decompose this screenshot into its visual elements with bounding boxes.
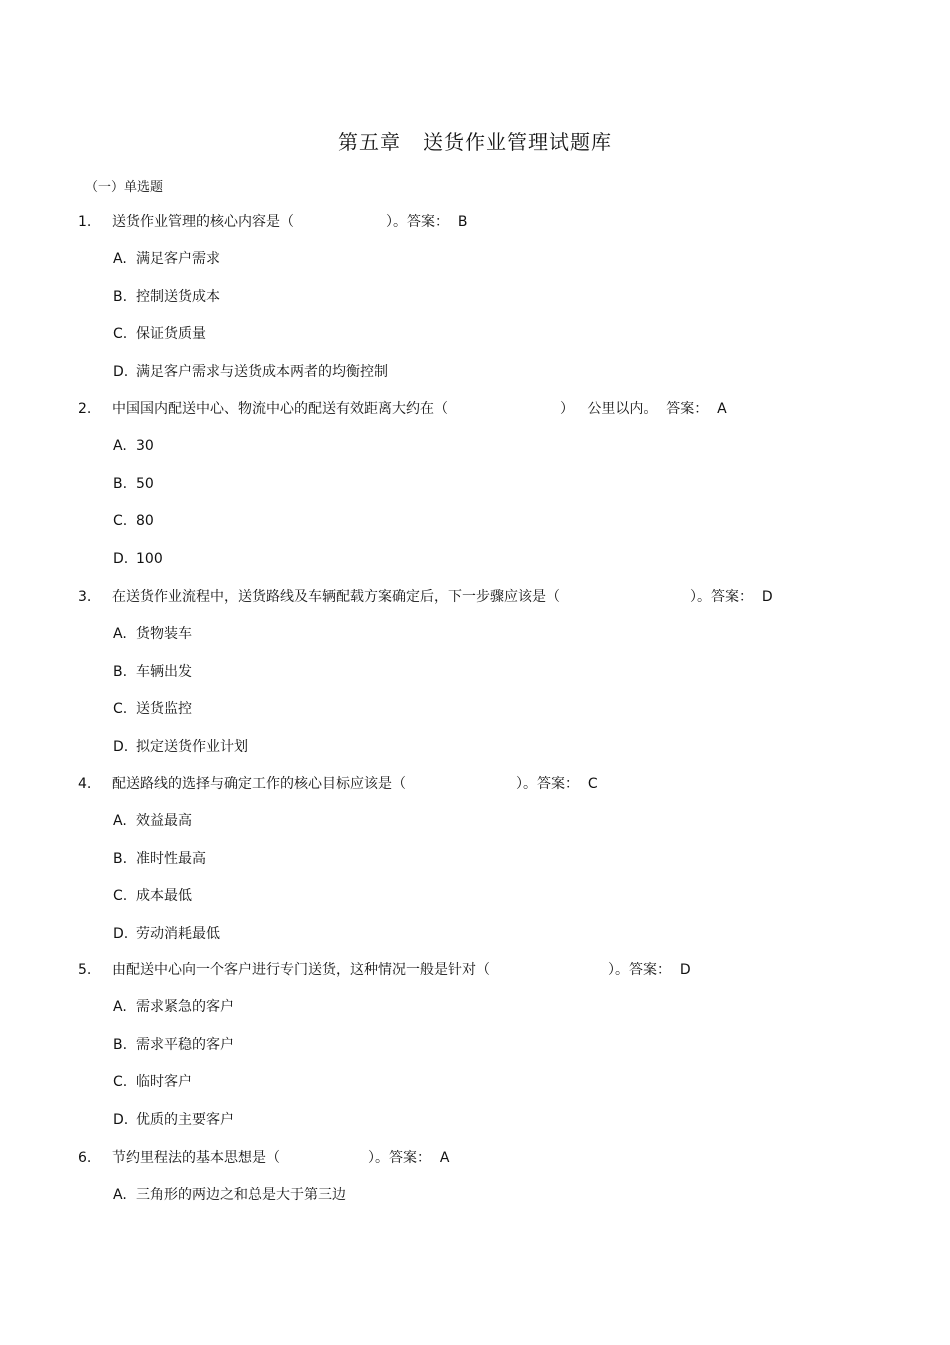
option-text: 效益最高 (136, 813, 192, 829)
question-text: 在送货作业流程中，送货路线及车辆配载方案确定后，下一步骤应该是（ (112, 589, 560, 605)
option-letter: B. (113, 1037, 128, 1053)
option-4-2 (113, 848, 206, 870)
option-letter: D. (113, 551, 129, 567)
option-2-4 (113, 548, 163, 570)
option-letter: C. (113, 888, 128, 904)
option-letter: B. (113, 476, 128, 492)
option-text: 货物装车 (136, 626, 192, 642)
option-text: 临时客户 (136, 1074, 192, 1090)
option-3-4 (113, 736, 248, 758)
question-number: 5. (78, 962, 92, 978)
question-text: 节约里程法的基本思想是（ (112, 1150, 280, 1166)
option-5-1 (113, 996, 234, 1018)
option-letter: C. (113, 701, 128, 717)
question-5 (78, 959, 691, 981)
option-text: 劳动消耗最低 (136, 926, 220, 942)
option-text: 控制送货成本 (136, 289, 220, 305)
question-text: 送货作业管理的核心内容是（ (112, 214, 294, 230)
option-text: 成本最低 (136, 888, 192, 904)
option-6-1 (113, 1184, 346, 1206)
answer-text: ）。答案： D (608, 962, 691, 978)
option-2-3 (113, 510, 154, 532)
option-1-1 (113, 248, 220, 270)
question-4 (78, 773, 598, 795)
page-title: 第五章 送货作业管理试题库 (337, 130, 613, 154)
answer-text: ） 公里以内。 答案： A (560, 401, 727, 417)
option-letter: D. (113, 739, 129, 755)
option-text: 需求紧急的客户 (136, 999, 234, 1015)
option-2-2 (113, 473, 154, 495)
question-6 (78, 1147, 449, 1169)
option-1-4 (113, 361, 388, 383)
question-number: 4. (78, 776, 92, 792)
option-letter: C. (113, 1074, 128, 1090)
option-5-2 (113, 1034, 234, 1056)
option-letter: A. (113, 626, 127, 642)
option-text: 需求平稳的客户 (136, 1037, 234, 1053)
option-2-1 (113, 435, 154, 457)
question-number: 6. (78, 1150, 92, 1166)
answer-text: ）。答案： B (386, 214, 468, 230)
option-5-3 (113, 1071, 192, 1093)
option-letter: C. (113, 326, 128, 342)
option-3-3 (113, 698, 192, 720)
option-text: 拟定送货作业计划 (136, 739, 248, 755)
option-1-3 (113, 323, 206, 345)
option-text: 优质的主要客户 (136, 1112, 234, 1128)
question-2 (78, 398, 727, 420)
option-1-2 (113, 286, 220, 308)
option-letter: A. (113, 999, 127, 1015)
option-letter: B. (113, 289, 128, 305)
section-heading: （一）单选题 (85, 180, 164, 195)
option-3-2 (113, 661, 192, 683)
option-letter: A. (113, 1187, 127, 1203)
question-text: 由配送中心向一个客户进行专门送货，这种情况一般是针对（ (112, 962, 490, 978)
option-letter: D. (113, 1112, 129, 1128)
option-text: 30 (136, 438, 154, 454)
option-text: 准时性最高 (136, 851, 206, 867)
option-letter: B. (113, 664, 128, 680)
question-3 (78, 586, 773, 608)
option-letter: D. (113, 364, 129, 380)
question-text: 中国国内配送中心、物流中心的配送有效距离大约在（ (112, 401, 448, 417)
option-text: 保证货质量 (136, 326, 206, 342)
question-text: 配送路线的选择与确定工作的核心目标应该是（ (112, 776, 406, 792)
option-text: 送货监控 (136, 701, 192, 717)
answer-text: ）。答案： D (690, 589, 773, 605)
option-text: 满足客户需求 (136, 251, 220, 267)
option-text: 满足客户需求与送货成本两者的均衡控制 (136, 364, 388, 380)
option-text: 车辆出发 (136, 664, 192, 680)
option-letter: A. (113, 813, 127, 829)
option-4-4 (113, 923, 220, 945)
option-5-4 (113, 1109, 234, 1131)
answer-text: ）。答案： C (516, 776, 598, 792)
option-text: 三角形的两边之和总是大于第三边 (136, 1187, 346, 1203)
option-4-3 (113, 885, 192, 907)
answer-text: ）。答案： A (368, 1150, 450, 1166)
option-letter: C. (113, 513, 128, 529)
question-1 (78, 211, 468, 233)
question-number: 3. (78, 589, 92, 605)
option-letter: A. (113, 438, 127, 454)
option-4-1 (113, 810, 192, 832)
option-text: 50 (136, 476, 154, 492)
question-number: 2. (78, 401, 92, 417)
option-3-1 (113, 623, 192, 645)
option-letter: A. (113, 251, 127, 267)
question-number: 1. (78, 214, 92, 230)
option-text: 100 (136, 551, 163, 567)
option-letter: D. (113, 926, 129, 942)
option-text: 80 (136, 513, 154, 529)
option-letter: B. (113, 851, 128, 867)
